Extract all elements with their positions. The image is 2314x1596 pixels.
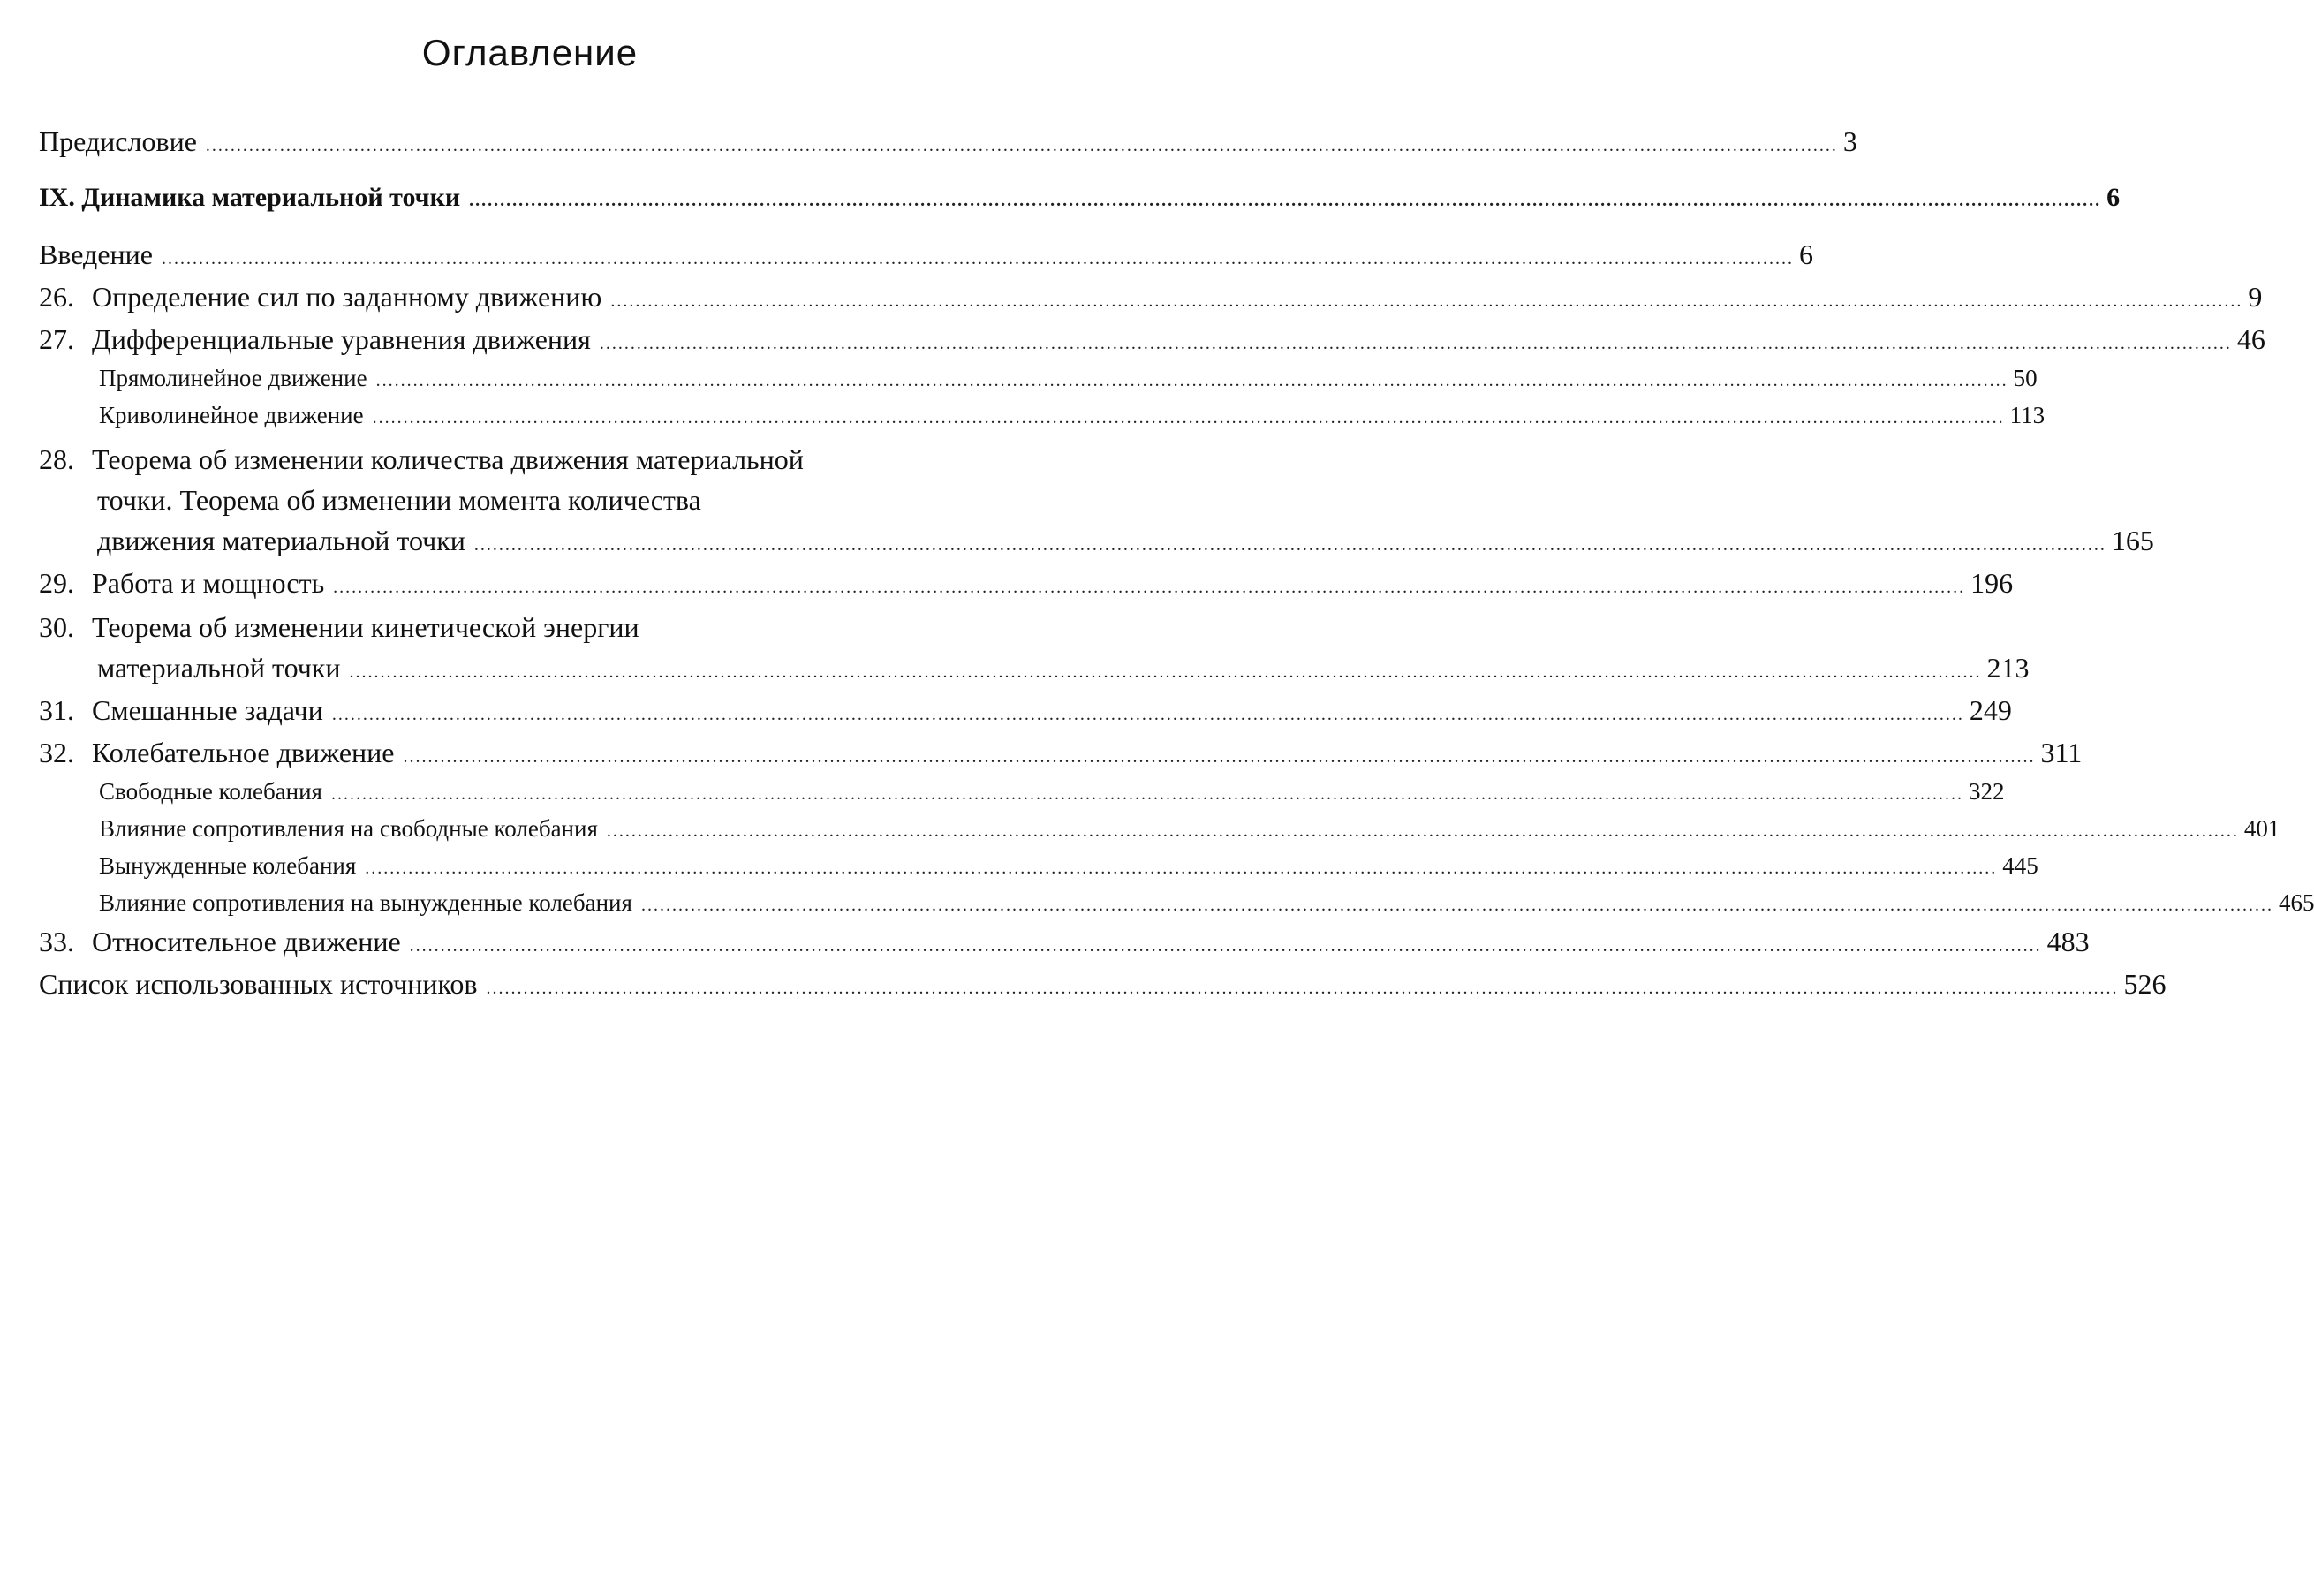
toc-subentry [39,848,2038,886]
dot-leader [332,697,1964,732]
toc-entry-introduction [39,237,1813,276]
toc-entry-title: Криволинейное движение [99,402,364,428]
dot-leader [607,813,2239,849]
toc-entry-title-line: точки. Теорема об изменении момента количества [97,484,701,516]
toc-entry-page: 465 [2278,889,2314,916]
dot-leader [610,284,2242,319]
toc-entry-title-line: движения материальной точки [97,525,465,556]
toc-entry-page: 196 [1970,567,2014,599]
toc-entry-part [39,180,2121,218]
toc-entry-title: IX. Динамика материальной точки [39,183,461,212]
dot-leader [331,776,1963,812]
toc-entry-title: Работа и мощность [92,567,325,599]
dot-leader [641,888,2273,923]
dot-leader [600,326,2232,361]
dot-leader [410,928,2042,964]
toc-subentry [39,360,2038,398]
page-title: Оглавление [421,32,639,73]
toc-entry-title: Смешанные задачи [92,694,323,726]
toc-entry-number: 26. [39,281,74,313]
toc-entry-page: 311 [2040,737,2083,768]
toc-entry-33 [39,924,2090,964]
toc-entry-page: 6 [2106,183,2121,212]
toc-entry-page: 322 [1968,778,2005,805]
toc-entry-29 [39,565,2014,605]
toc-entry-title: Относительное движение [92,926,401,957]
toc-entry-28-continuation [39,523,2154,563]
toc-entry-page: 50 [2013,365,2038,391]
dot-leader [403,739,2035,775]
toc-entry-27 [39,321,2265,361]
toc-entry-page: 6 [1798,238,1813,270]
toc-entry-title: Введение [39,238,153,270]
dot-leader [350,654,1982,690]
dot-leader [373,400,2005,435]
toc-entry-title: Определение сил по заданному движению [92,281,602,313]
toc-subentry [39,774,2005,812]
dot-leader [469,183,2101,218]
toc-entry-32 [39,735,2083,775]
toc-entry-number: 32. [39,737,74,768]
toc-entry-title: Дифференциальные уравнения движения [92,323,591,355]
toc-entry-number: 27. [39,323,74,355]
toc-entry-page: 445 [2002,852,2038,879]
toc-subentry [39,811,2280,849]
toc-subentry [39,885,2314,923]
toc-entry-30 [39,609,1017,645]
dot-leader [486,971,2118,1006]
toc-entry-title: Влияние сопротивления на свободные колебания [99,815,598,842]
toc-entry-31 [39,692,2012,732]
toc-entry-number: 33. [39,926,74,957]
toc-entry-title: Прямолинейное движение [99,365,367,391]
dot-leader [333,570,1965,605]
toc-entry-preface [39,124,1857,163]
dot-leader [376,363,2008,398]
dot-leader [206,128,1838,163]
dot-leader [365,851,1997,886]
toc-entry-references [39,966,2167,1006]
toc-entry-26 [39,279,2263,319]
dot-leader [162,241,1794,276]
toc-entry-title: Свободные колебания [99,778,322,805]
toc-entry-28-continuation [39,482,1017,518]
toc-entry-page: 483 [2046,926,2090,957]
toc-entry-number: 30. [39,611,74,643]
toc-entry-title: Список использованных источников [39,968,478,1000]
toc-entry-number: 29. [39,567,74,599]
toc-entry-number: 28. [39,443,74,475]
toc-entry-title: Колебательное движение [92,737,395,768]
toc-entry-page: 401 [2243,815,2280,842]
dot-leader [474,527,2106,563]
toc-entry-page: 526 [2123,968,2167,1000]
toc-entry-title-line: материальной точки [97,652,341,684]
toc-entry-page: 165 [2111,525,2154,556]
toc-entry-page: 3 [1842,125,1857,157]
toc-subentry [39,397,2046,435]
toc-entry-30-continuation [39,650,2030,690]
toc-entry-title-line: Теорема об изменении количества движения материальной [92,443,804,475]
toc-entry-28 [39,442,1017,477]
toc-entry-title: Влияние сопротивления на вынужденные колебания [99,889,632,916]
toc-entry-title: Предисловие [39,125,197,157]
toc-entry-page: 249 [1969,694,2012,726]
toc-entry-title: Вынужденные колебания [99,852,357,879]
toc-entry-title-line: Теорема об изменении кинетической энергии [92,611,639,643]
toc-entry-page: 9 [2248,281,2263,313]
toc-entry-page: 213 [1986,652,2030,684]
toc-entry-number: 31. [39,694,74,726]
toc-entry-page: 113 [2009,402,2046,428]
toc-entry-page: 46 [2236,323,2265,355]
